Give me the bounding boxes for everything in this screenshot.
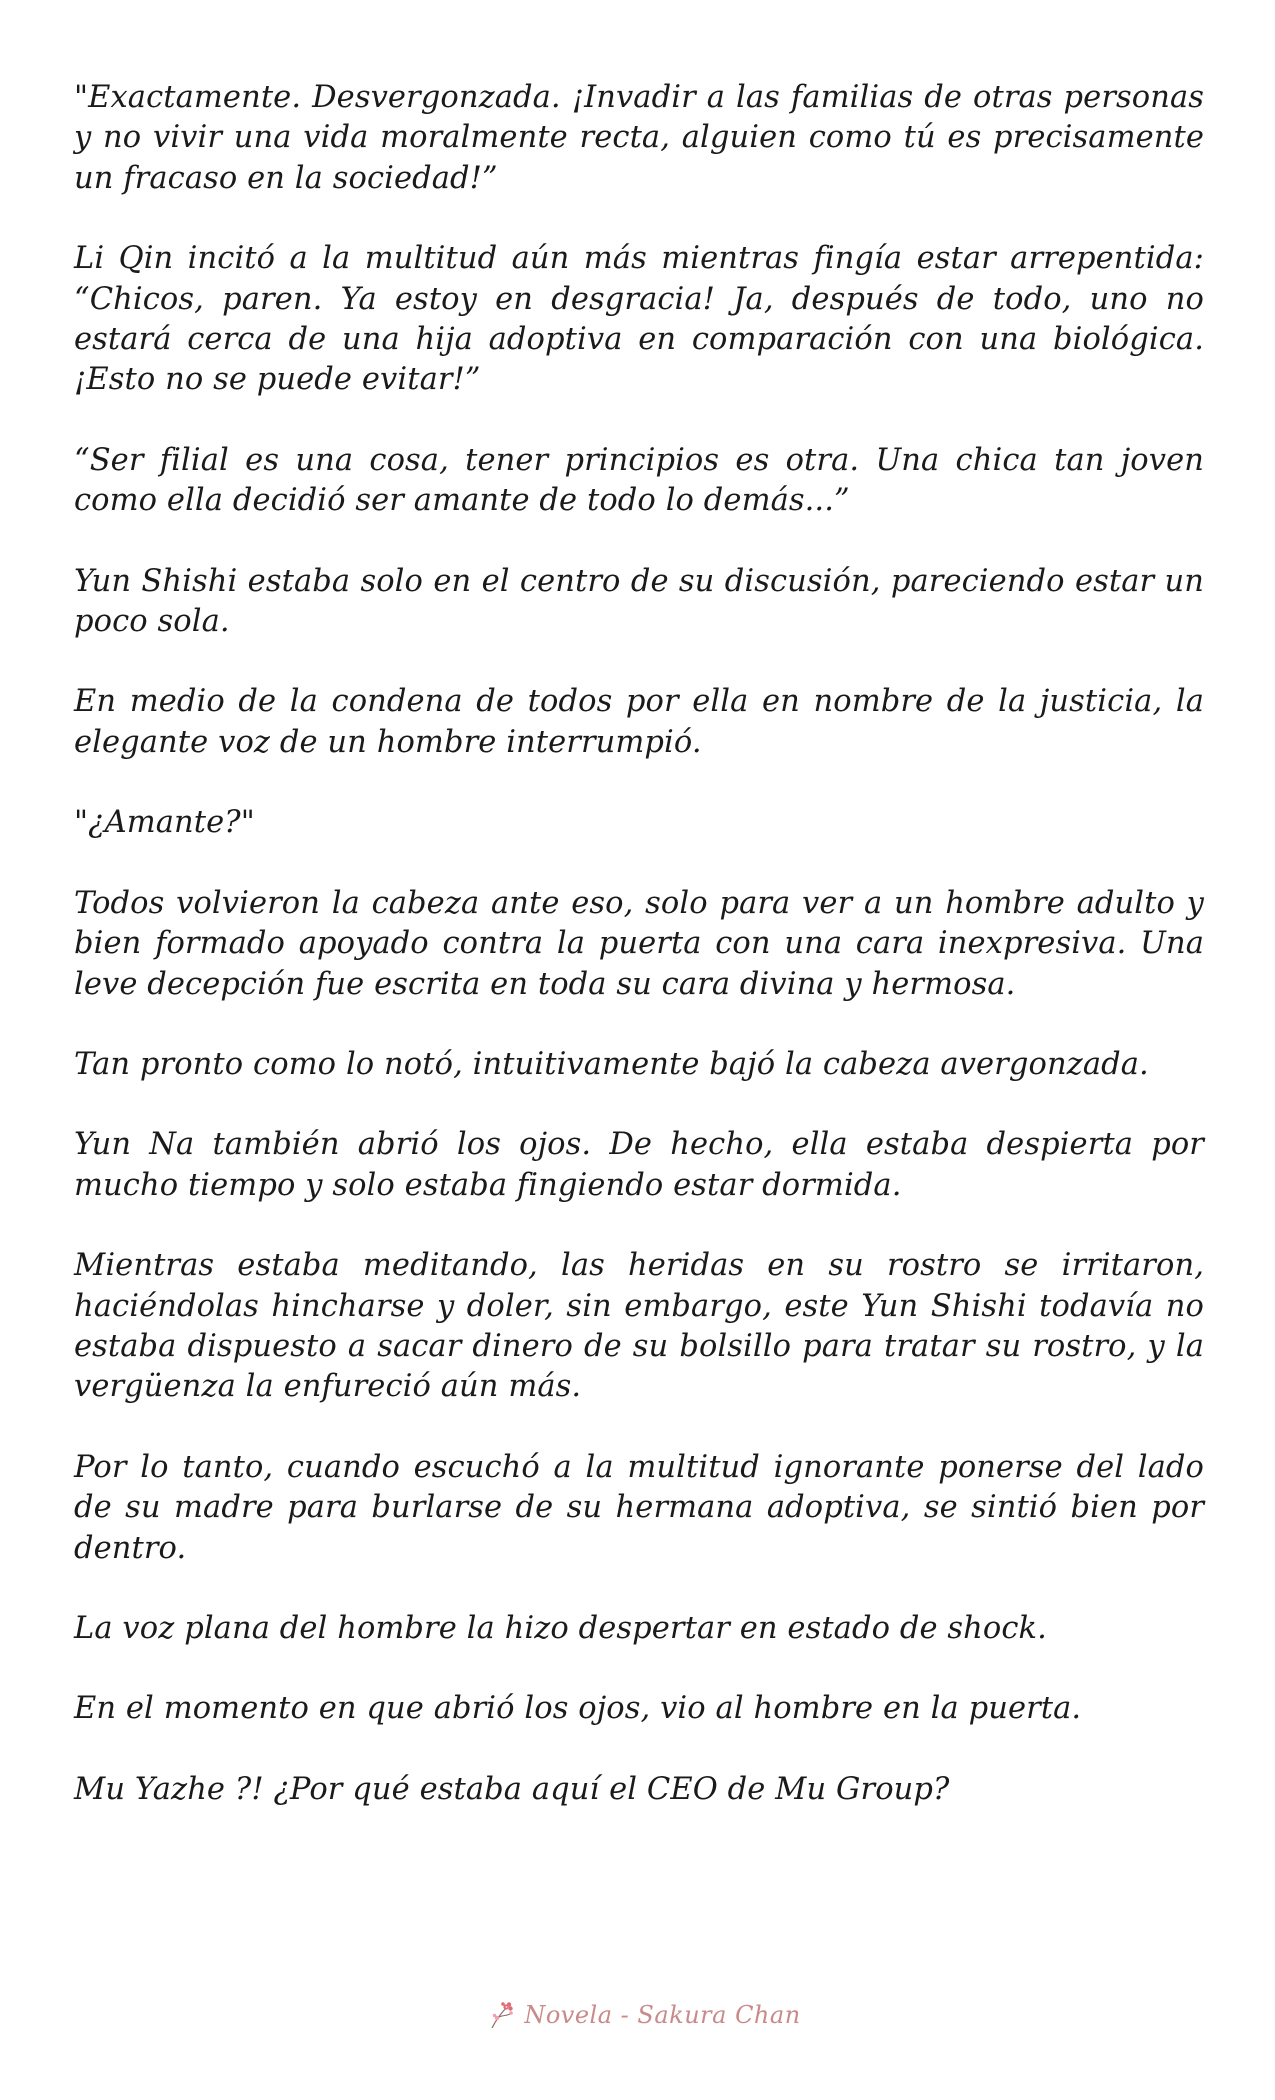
paragraph-8: Tan pronto como lo notó, intuitivamente bajó la cabeza avergonzada.: [74, 1046, 1149, 1082]
document-body: [74, 78, 1204, 1850]
footer-watermark: [0, 1995, 1275, 2035]
paragraph-10: Mientras estaba meditando, las heridas en su rostro se irritaron, haciéndolas hincharse y doler, sin embargo, este Yun Shishi todavía no estaba dispuesto a sacar dinero de su bolsillo para tratar su rostro, y la vergüenza la enfureció aún más.: [74, 1248, 1204, 1405]
paragraph-7: Todos volvieron la cabeza ante eso, solo para ver a un hombre adulto y bien formado apoyado contra la puerta con una cara inexpresiva. Una leve decepción fue escrita en toda su cara divina y hermosa.: [74, 885, 1204, 1002]
footer-text: Novela - Sakura Chan: [524, 2001, 801, 2029]
paragraph-11: Por lo tanto, cuando escuchó a la multitud ignorante ponerse del lado de su madre para burlarse de su hermana adoptiva, se sintió bien por dentro.: [74, 1449, 1204, 1566]
footer-brand: [484, 1998, 800, 2032]
paragraph-2: Li Qin incitó a la multitud aún más mientras fingía estar arrepentida: “Chicos, paren. Ya estoy en desgracia! Ja, después de todo, uno no estará cerca de una hija adoptiva en comparación con una biológica. ¡Esto no se puede evitar!”: [74, 241, 1204, 398]
paragraph-13: En el momento en que abrió los ojos, vio al hombre en la puerta.: [74, 1691, 1082, 1727]
paragraph-6: "¿Amante?": [74, 805, 255, 841]
paragraph-14: Mu Yazhe ?! ¿Por qué estaba aquí el CEO de Mu Group?: [74, 1771, 950, 1807]
paragraph-4: Yun Shishi estaba solo en el centro de su discusión, pareciendo estar un poco sola.: [74, 563, 1204, 640]
paragraph-1: "Exactamente. Desvergonzada. ¡Invadir a las familias de otras personas y no vivir una vida moralmente recta, alguien como tú es precisamente un fracaso en la sociedad!”: [74, 80, 1204, 196]
sakura-flower-icon: [484, 1998, 518, 2032]
paragraph-3: “Ser filial es una cosa, tener principios es otra. Una chica tan joven como ella decidió ser amante de todo lo demás...”: [74, 442, 1204, 519]
paragraph-9: Yun Na también abrió los ojos. De hecho, ella estaba despierta por mucho tiempo y solo estaba fingiendo estar dormida.: [74, 1127, 1204, 1203]
paragraph-5: En medio de la condena de todos por ella en nombre de la justicia, la elegante voz de un hombre interrumpió.: [74, 684, 1204, 760]
paragraph-12: La voz plana del hombre la hizo despertar en estado de shock.: [74, 1610, 1047, 1646]
